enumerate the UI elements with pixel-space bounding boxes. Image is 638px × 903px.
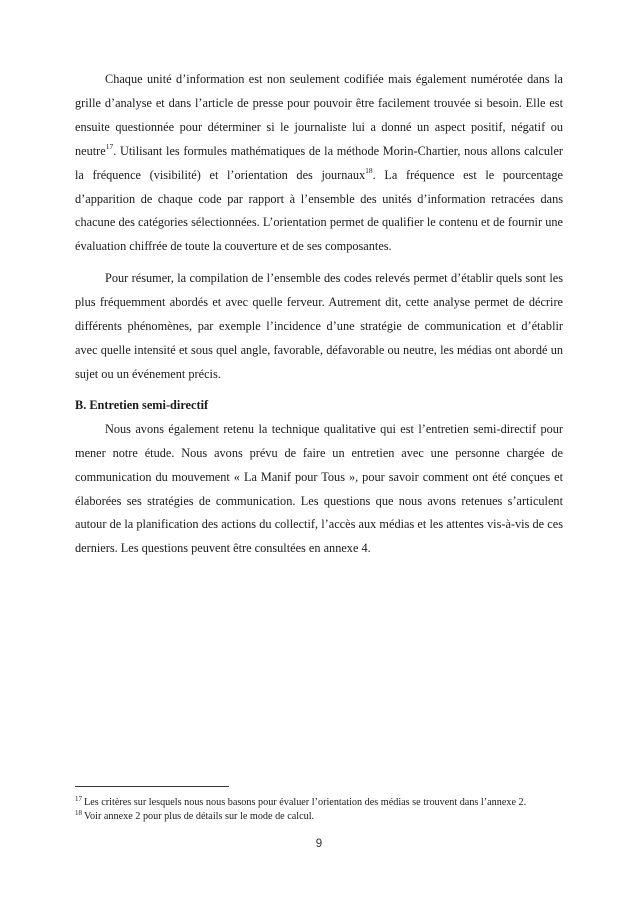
paragraph-method-text-b: . Utilisant les formules mathématiques de la méthode Morin-Chartier, nous allons calculer la fréquence (visibilité) et l’orientation des journaux [75, 143, 563, 182]
section-heading: B. Entretien semi-directif [75, 397, 209, 412]
paragraph-interview: Nous avons également retenu la technique qualitative qui est l’entretien semi-directif pour mener notre étude. Nous avons prévu de faire un entretien avec une personne chargée de communication du mouvement « La Manif pour Tous », pour savoir comment ont été conçues et élaborées ses stratégies de communication. Les questions que nous avons retenues s’articulent autour de la planification des actions du collectif, l’accès aux médias et les attentes vis-à-vis de ces derniers. Les questions peuvent être consultées en annexe 4. [75, 421, 563, 556]
footnote-ref-17[interactable]: 17 [105, 141, 114, 151]
page-number: 9 [315, 838, 323, 850]
footnote-18 [75, 810, 563, 824]
paragraph-summary: Pour résumer, la compilation de l’ensemble des codes relevés permet d’établir quels sont les plus fréquemment abordés et avec quelle ferveur. Autrement dit, cette analyse permet de décrire différents phénomènes, par exemple l’incidence d’une stratégie de communication et d’établir avec quelle intensité et sous quel angle, favorable, défavorable ou neutre, les médias ont abordé un sujet ou un événement précis. [75, 271, 563, 381]
footnote-number: 18 [75, 808, 82, 817]
page-body [75, 68, 563, 561]
footnotes [75, 786, 563, 823]
paragraph-method [75, 68, 563, 259]
footnote-ref-18[interactable]: 18 [365, 165, 373, 175]
paragraph-method-text-a: Chaque unité d’information est non seulement codifiée mais également numérotée dans la grille d’analyse et dans l’article de presse pour pouvoir être facilement trouvée si besoin. Elle est ensuite questionnée pour déterminer si le journaliste lui a donné un aspect positif, négatif ou neutre [75, 72, 563, 158]
footnote-divider [75, 786, 229, 787]
footnote-text: Voir annexe 2 pour plus de détails sur le mode de calcul. [84, 810, 315, 822]
footnote-17 [75, 796, 563, 810]
paragraph-method-text-c: . La fréquence est le pourcentage d’apparition de chaque code par rapport à l’ensemble des unités d’information retracées dans chacune des catégories sélectionnées. L’orientation permet de qualifier le contenu et de fournir une évaluation chiffrée de toute la couverture et de ses composantes. [75, 167, 563, 254]
footnote-number: 17 [75, 795, 82, 803]
footnote-text: Les critères sur lesquels nous nous basons pour évaluer l’orientation des médias se trouvent dans l’annexe 2. [84, 797, 527, 808]
